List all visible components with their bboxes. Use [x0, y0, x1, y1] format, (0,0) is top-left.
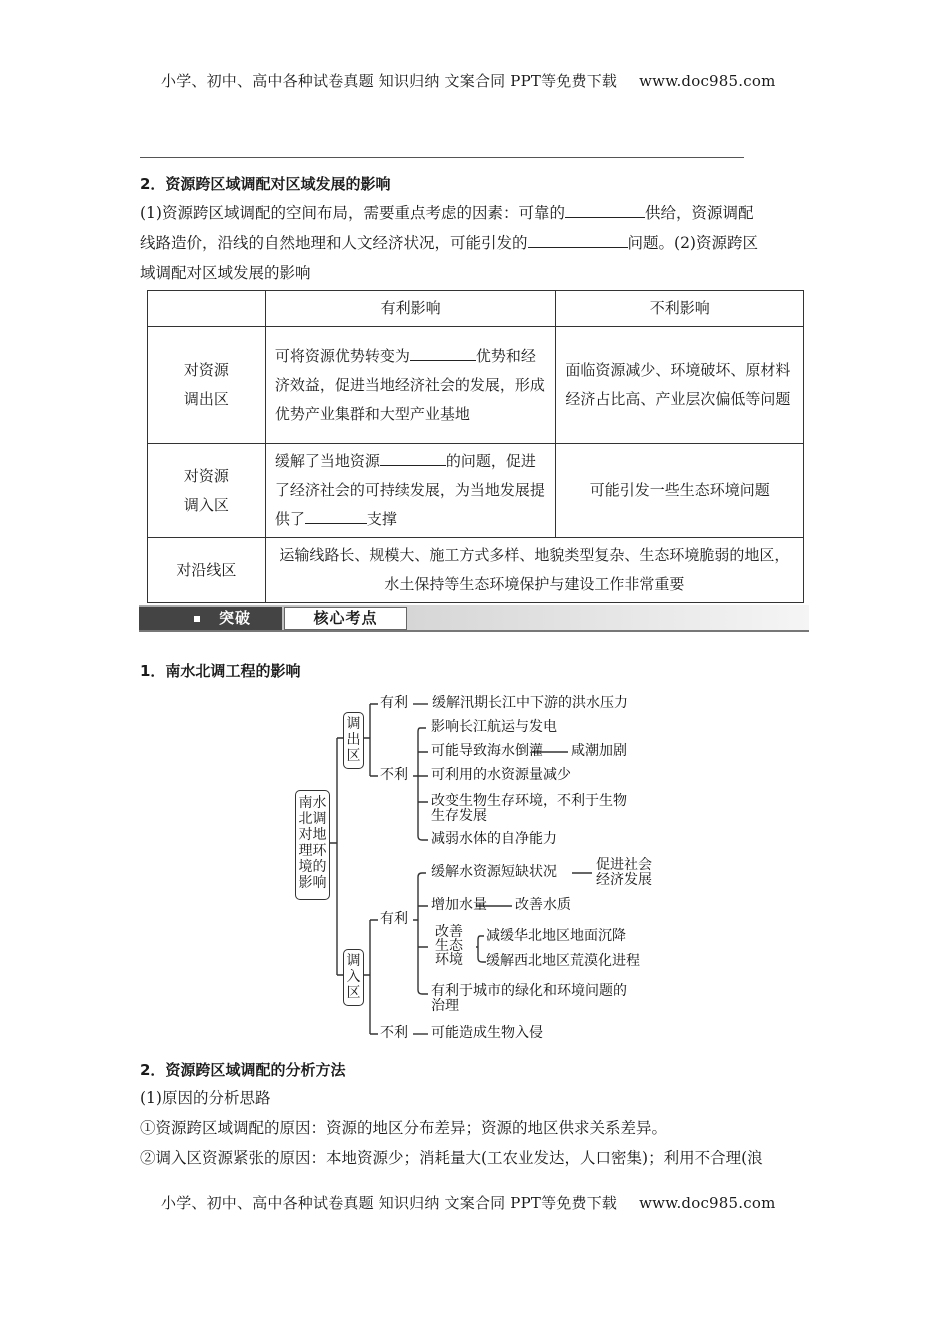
cell-export-favorable: 可将资源优势转变为 优势和经济效益，促进当地经济社会的发展，形成优势产业集群和大型产业基地 [265, 327, 556, 444]
mindmap-in-region: 调 入 区 [343, 949, 364, 1006]
connector-root [330, 738, 345, 975]
in-fav-1: 缓解水资源短缺状况 [431, 864, 557, 880]
kp2-line: ①资源跨区域调配的原因：资源的地区分布差异；资源的地区供求关系差异。 [140, 1119, 668, 1137]
col-header-unfavorable: 不利影响 [556, 291, 804, 327]
in-fav-3a: 减缓华北地区地面沉降 [486, 928, 626, 944]
out-unfav-4a: 改变生物生存环境，不利于生物 [431, 793, 627, 809]
page-footer [161, 1192, 776, 1213]
in-unfav-text: 可能造成生物入侵 [431, 1025, 543, 1041]
section-heading: 2．资源跨区域调配对区域发展的影响 [140, 175, 391, 193]
banner-label: 核心考点 [284, 607, 407, 630]
cell-route: 运输线路长、规模大、施工方式多样、地貌类型复杂、生态环境脆弱的地区，水土保持等生态环境保护与建设工作非常重要 [265, 538, 803, 603]
in-fav-4b: 治理 [431, 998, 459, 1014]
out-unfav-2: 可能导致海水倒灌 [431, 743, 543, 759]
kp2-heading: 2．资源跨区域调配的分析方法 [140, 1061, 346, 1079]
row-label-import: 对资源 调入区 [148, 444, 266, 538]
para-line: 问题。(2)资源跨区 [627, 234, 758, 252]
kp2-body [140, 1083, 820, 1173]
in-fav-1b-b: 经济发展 [596, 872, 652, 888]
connector-eco [476, 936, 486, 962]
connector-in [364, 920, 378, 1034]
in-fav-3b: 缓解西北地区荒漠化进程 [486, 953, 640, 969]
out-unfav-2b: 咸潮加剧 [571, 743, 627, 759]
cell-export-unfavorable: 面临资源减少、环境破坏、原材料经济占比高、产业层次偏低等问题 [556, 327, 804, 444]
out-fav-text: 缓解汛期长江中下游的洪水压力 [432, 695, 628, 711]
kp2-line: (1)原因的分析思路 [140, 1089, 271, 1107]
out-unfav-5: 减弱水体的自净能力 [431, 831, 557, 847]
in-fav-2: 增加水量 [431, 897, 487, 913]
kp2-line: ②调入区资源紧张的原因：本地资源少；消耗量大(工农业发达，人口密集)；利用不合理(浪 [140, 1149, 763, 1167]
para-line: 线路造价，沿线的自然地理和人文经济状况，可能引发的 [140, 234, 528, 252]
in-unfav-label: 不利 [380, 1025, 408, 1041]
out-unfav-3: 可利用的水资源量减少 [431, 767, 571, 783]
in-fav-label: 有利 [380, 911, 408, 927]
in-fav-4a: 有利于城市的绿化和环境问题的 [431, 983, 627, 999]
footer-text: 小学、初中、高中各种试卷真题 知识归纳 文案合同 PPT等免费下载 [161, 1194, 618, 1212]
header-text: 小学、初中、高中各种试卷真题 知识归纳 文案合同 PPT等免费下载 [161, 72, 618, 90]
connector-in-fav [413, 873, 428, 994]
mindmap-root: 南水 北调 对地 理环 境的 影响 [295, 790, 330, 900]
footer-url[interactable]: www.doc985.com [639, 1194, 776, 1212]
col-header-favorable: 有利影响 [265, 291, 556, 327]
row-label-route: 对沿线区 [148, 538, 266, 603]
connector-out [364, 704, 378, 776]
out-unfav-1: 影响长江航运与发电 [431, 719, 557, 735]
para-line: 域调配对区域发展的影响 [140, 264, 311, 282]
kp1-heading: 1．南水北调工程的影响 [140, 662, 301, 680]
out-unfav-4b: 生存发展 [431, 808, 487, 824]
in-fav-3-label: 改善 生态 环境 [435, 924, 463, 968]
out-unfav-label: 不利 [380, 767, 408, 783]
banner-tag: 突破 [139, 607, 282, 630]
para-line: (1)资源跨区域调配的空间布局，需要重点考虑的因素：可靠的 [140, 204, 565, 222]
header-url[interactable]: www.doc985.com [639, 72, 776, 90]
row-label-export: 对资源 调出区 [148, 327, 266, 444]
in-fav-2b: 改善水质 [515, 897, 571, 913]
connector-out-unfav [413, 728, 428, 840]
cell-import-favorable: 缓解了当地资源 的问题，促进了经济社会的可持续发展，为当地发展提供了 支撑 [265, 444, 556, 538]
in-fav-1b-a: 促进社会 [596, 857, 652, 873]
para-line: 供给，资源调配 [644, 204, 754, 222]
cell-import-unfavorable: 可能引发一些生态环境问题 [556, 444, 804, 538]
mindmap-out-region: 调 出 区 [343, 712, 364, 769]
out-fav-label: 有利 [380, 695, 408, 711]
